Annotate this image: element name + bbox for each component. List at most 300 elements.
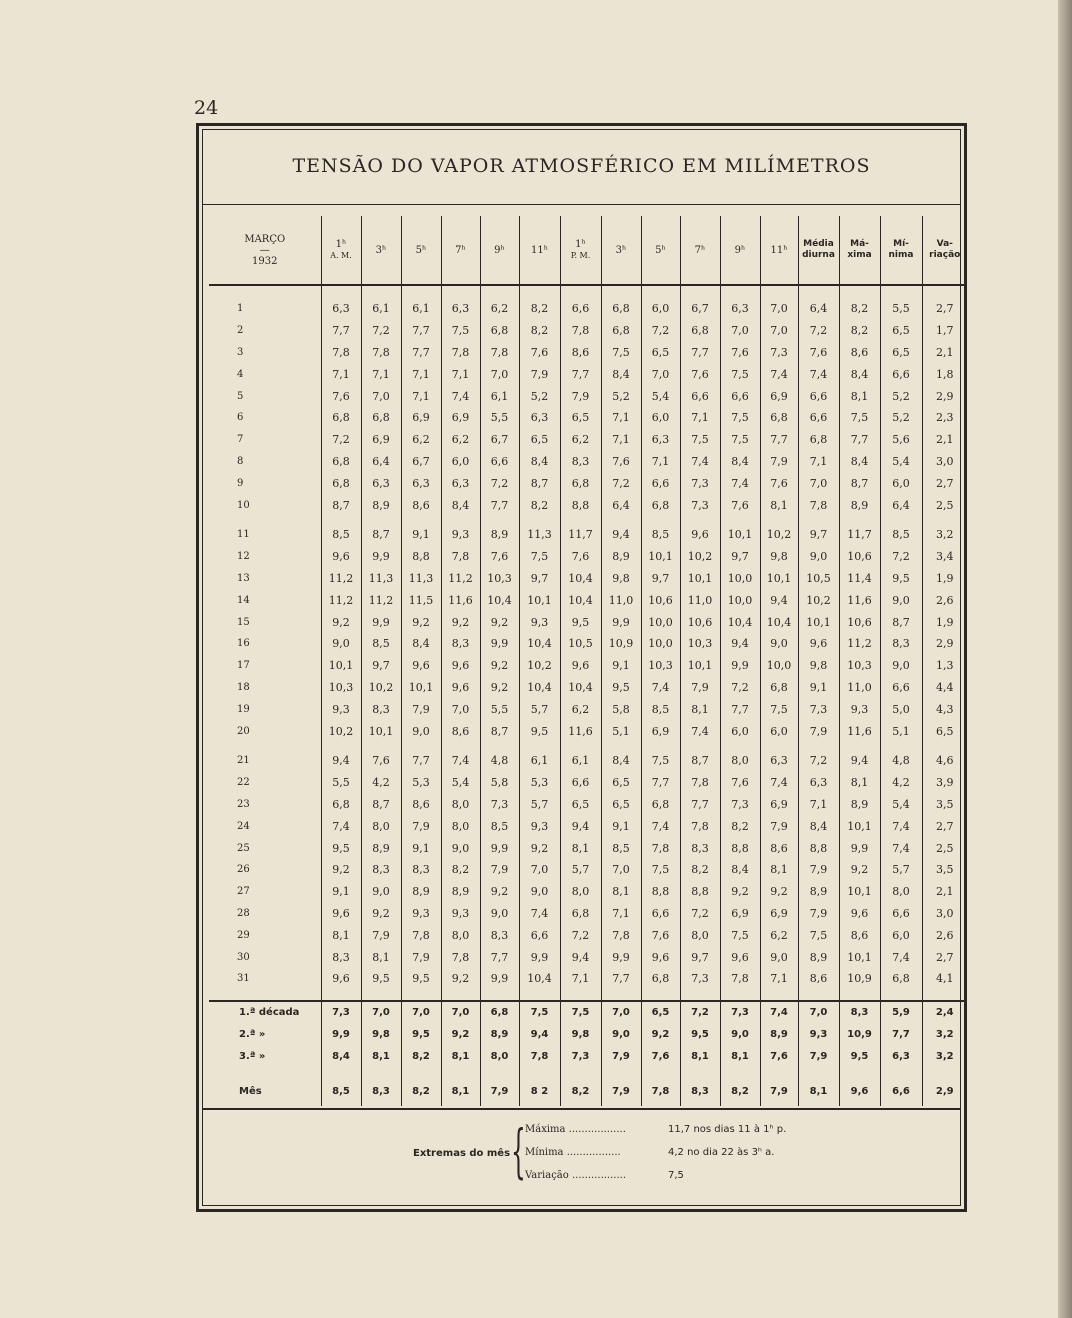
table-cell: 7,1 [441, 363, 480, 385]
table-cell: 9,0 [401, 720, 441, 742]
table-cell: 9,6 [680, 524, 720, 546]
table-cell: 7,6 [361, 750, 401, 772]
spacer-cell [680, 742, 720, 750]
table-cell: 6,0 [880, 472, 922, 494]
table-cell: 8,9 [839, 794, 880, 816]
table-cell: 7,9 [480, 859, 519, 881]
table-cell: 8,1 [601, 881, 641, 903]
table-cell: 6,3 [760, 750, 798, 772]
table-cell: 10,3 [680, 633, 720, 655]
day-label: 30 [237, 951, 250, 963]
table-cell: 2,5 [922, 494, 967, 516]
extremas-row-minima [525, 1147, 775, 1158]
table-cell: 6,8 [321, 794, 361, 816]
table-cell: 10,4 [519, 633, 560, 655]
daily-rows [209, 285, 967, 1001]
table-cell: 7,4 [798, 363, 839, 385]
table-cell: 6,9 [760, 385, 798, 407]
table-cell: 7,7 [680, 794, 720, 816]
spacer-cell [798, 285, 839, 298]
spacer-cell [480, 990, 519, 1001]
table-cell: 11,0 [601, 589, 641, 611]
table-cell: 10,3 [480, 568, 519, 590]
table-cell: 9,3 [401, 903, 441, 925]
table-row [209, 298, 967, 320]
table-cell: 7,7 [641, 772, 680, 794]
header-col-4 [441, 216, 480, 285]
table-cell: 9,9 [839, 837, 880, 859]
table-cell: 6,8 [560, 903, 601, 925]
table-cell: 8,0 [480, 1046, 519, 1068]
table-cell: 9,1 [601, 655, 641, 677]
table-cell: 7,0 [601, 1001, 641, 1024]
table-cell: 7,6 [641, 1046, 680, 1068]
table-cell: 6,8 [641, 494, 680, 516]
table-cell: 8,2 [401, 1078, 441, 1106]
table-cell: 7,9 [798, 1046, 839, 1068]
table-cell: 7,2 [601, 472, 641, 494]
table-cell: 9,9 [361, 546, 401, 568]
table-cell: 9,2 [321, 611, 361, 633]
table-row [209, 429, 967, 451]
table-cell: 7,3 [798, 698, 839, 720]
spacer-cell [880, 742, 922, 750]
table-cell: 5,7 [880, 859, 922, 881]
day-label: 3 [237, 346, 244, 358]
table-row [209, 611, 967, 633]
table-cell: 9,6 [441, 655, 480, 677]
table-cell: 10,1 [839, 946, 880, 968]
table-cell: 7,0 [641, 363, 680, 385]
spacer-cell [519, 1068, 560, 1078]
table-cell: 8,8 [560, 494, 601, 516]
table-cell: 6,6 [798, 385, 839, 407]
table-cell: 8,9 [480, 524, 519, 546]
table-cell: 8,1 [839, 385, 880, 407]
day-label: 11 [237, 529, 250, 541]
table-cell: 2,7 [922, 946, 967, 968]
spacer-cell [798, 742, 839, 750]
table-cell: 8,8 [641, 881, 680, 903]
extremas-value: 4,2 no dia 22 às 3ʰ a. [668, 1147, 775, 1158]
header-variacao [922, 216, 967, 285]
table-cell: 7,9 [519, 363, 560, 385]
spacer-cell [798, 990, 839, 1001]
table-cell: 7,5 [601, 342, 641, 364]
table-row [209, 385, 967, 407]
spacer-cell [798, 1068, 839, 1078]
table-row [209, 815, 967, 837]
table-cell: 7,7 [560, 363, 601, 385]
table-row [209, 837, 967, 859]
table-row [209, 407, 967, 429]
table-cell: 9,2 [441, 611, 480, 633]
table-row [209, 720, 967, 742]
table-cell: 7,8 [361, 342, 401, 364]
day-label: 19 [237, 703, 250, 715]
table-cell: 6,8 [760, 677, 798, 699]
table-cell: 7,5 [519, 546, 560, 568]
header-period: A. M. [330, 251, 352, 260]
day-label: 15 [237, 616, 250, 628]
table-cell: 8,3 [480, 924, 519, 946]
table-cell: 8,0 [560, 881, 601, 903]
table-cell: 10,9 [839, 1024, 880, 1046]
day-label: 22 [237, 777, 250, 789]
table-cell: 7,4 [760, 772, 798, 794]
header-hour: 9ʰ [494, 244, 505, 256]
spacer-cell [361, 742, 401, 750]
table-cell: 6,3 [720, 298, 760, 320]
table-cell: 3,2 [922, 524, 967, 546]
day-label: 4 [237, 368, 244, 380]
table-row [209, 794, 967, 816]
table-row [209, 320, 967, 342]
table-cell: 7,5 [839, 407, 880, 429]
table-cell: 9,5 [321, 837, 361, 859]
table-cell: 9,6 [401, 655, 441, 677]
table-cell: 8,7 [361, 524, 401, 546]
table-cell: 7,8 [441, 546, 480, 568]
table-cell: 8,2 [519, 494, 560, 516]
table-cell: 7,4 [680, 451, 720, 473]
table-cell: 10,1 [839, 881, 880, 903]
table-cell: 9,2 [720, 881, 760, 903]
spacer-cell [680, 1068, 720, 1078]
table-cell: 5,5 [480, 698, 519, 720]
table-cell: 6,6 [880, 1078, 922, 1106]
table-cell: 6,9 [641, 720, 680, 742]
header-hour: 3ʰ [615, 244, 627, 256]
table-cell: 7,5 [720, 924, 760, 946]
table-cell: 10,1 [798, 611, 839, 633]
table-row [209, 772, 967, 794]
table-cell: 8,0 [441, 815, 480, 837]
table-cell: 9,4 [720, 633, 760, 655]
spacer-cell [209, 990, 321, 1001]
table-cell: 1,8 [922, 363, 967, 385]
table-row [209, 698, 967, 720]
table-cell: 11,6 [441, 589, 480, 611]
header-col-9 [641, 216, 680, 285]
table-cell: 8,7 [839, 472, 880, 494]
spacer-cell [361, 516, 401, 524]
brace-icon: { [511, 1117, 526, 1185]
table-cell: 7,4 [519, 903, 560, 925]
table-cell: 6,4 [601, 494, 641, 516]
table-cell: 7,5 [798, 924, 839, 946]
table-cell: 7,0 [441, 1001, 480, 1024]
header-col-5 [480, 216, 519, 285]
day-label: 20 [237, 725, 250, 737]
spacer-cell [321, 742, 361, 750]
table-cell: 7,0 [798, 472, 839, 494]
table-cell: 2,6 [922, 589, 967, 611]
table-cell: 7,9 [601, 1046, 641, 1068]
day-label: 21 [237, 755, 250, 767]
table-row [209, 881, 967, 903]
table-cell: 7,4 [441, 750, 480, 772]
table-cell: 7,6 [760, 1046, 798, 1068]
table-cell: 7,2 [798, 750, 839, 772]
table-cell: 9,4 [519, 1024, 560, 1046]
table-cell: 7,6 [321, 385, 361, 407]
table-cell: 7,9 [560, 385, 601, 407]
spacer-cell [680, 516, 720, 524]
table-cell: 7,9 [798, 859, 839, 881]
table-cell: 7,4 [880, 815, 922, 837]
extremas-value: 11,7 nos dias 11 à 1ʰ p. [668, 1124, 787, 1135]
spacer-cell [209, 742, 321, 750]
table-cell: 7,6 [560, 546, 601, 568]
spacer-cell [880, 285, 922, 298]
table-cell: 10,9 [839, 968, 880, 990]
table-cell: 9,5 [680, 1024, 720, 1046]
table-cell: 7,4 [321, 815, 361, 837]
table-cell: 8,9 [839, 494, 880, 516]
table-cell: 6,5 [560, 794, 601, 816]
table-cell: 9,8 [361, 1024, 401, 1046]
table-cell: 2,1 [922, 342, 967, 364]
spacer-cell [720, 285, 760, 298]
table-cell: 9,2 [321, 859, 361, 881]
day-label: 13 [237, 572, 250, 584]
table-cell: 10,2 [361, 677, 401, 699]
spacer-cell [880, 1068, 922, 1078]
table-cell: 10,3 [641, 655, 680, 677]
spacer-cell [680, 285, 720, 298]
table-cell: 6,3 [321, 298, 361, 320]
table-cell: 9,9 [519, 946, 560, 968]
extremas-divider [203, 1108, 960, 1110]
header-hour: 11ʰ [530, 244, 549, 256]
table-cell: 7,1 [401, 363, 441, 385]
table-cell: 6,3 [519, 407, 560, 429]
table-cell: 2,1 [922, 429, 967, 451]
table-cell: 7,1 [601, 903, 641, 925]
table-cell: 6,0 [760, 720, 798, 742]
table-cell: 11,0 [839, 677, 880, 699]
table-cell: 7,4 [680, 720, 720, 742]
spacer-cell [922, 1068, 967, 1078]
table-cell: 7,0 [361, 385, 401, 407]
table-cell: 7,1 [760, 968, 798, 990]
table-cell: 7,9 [680, 677, 720, 699]
table-cell: 9,2 [760, 881, 798, 903]
table-cell: 6,4 [361, 451, 401, 473]
summary-rows [209, 1001, 967, 1106]
table-cell: 11,6 [839, 720, 880, 742]
table-cell: 8,1 [361, 1046, 401, 1068]
table-cell: 7,0 [760, 320, 798, 342]
table-cell: 7,3 [720, 794, 760, 816]
table-cell: 8,6 [560, 342, 601, 364]
table-cell: 9,3 [798, 1024, 839, 1046]
table-cell: 8,4 [798, 815, 839, 837]
table-cell: 7,0 [519, 859, 560, 881]
table-cell: 2,3 [922, 407, 967, 429]
extremas-name: Mínima ................. [525, 1147, 621, 1158]
table-cell: 10,1 [680, 568, 720, 590]
table-cell: 2,7 [922, 298, 967, 320]
table-cell: 7,7 [880, 1024, 922, 1046]
table-cell: 7,7 [760, 429, 798, 451]
table-cell: 8,4 [441, 494, 480, 516]
table-cell: 6,8 [321, 407, 361, 429]
table-cell: 9,1 [321, 881, 361, 903]
header-minima [880, 216, 922, 285]
table-cell: 8,2 [720, 815, 760, 837]
table-cell: 7,4 [880, 837, 922, 859]
table-cell: 9,9 [720, 655, 760, 677]
table-cell: 8,1 [441, 1046, 480, 1068]
table-cell: 5,0 [880, 698, 922, 720]
table-cell: 8,0 [720, 750, 760, 772]
spacer-cell [209, 285, 321, 298]
table-cell: 9,6 [321, 968, 361, 990]
table-cell: 8,2 [839, 298, 880, 320]
table-cell: 6,3 [641, 429, 680, 451]
spacer-cell [839, 285, 880, 298]
table-row [209, 472, 967, 494]
spacer-cell [839, 742, 880, 750]
day-label: 31 [237, 973, 250, 985]
spacer-cell [401, 516, 441, 524]
table-cell: 6,1 [560, 750, 601, 772]
table-cell: 6,3 [798, 772, 839, 794]
table-cell: 5,8 [601, 698, 641, 720]
extremas-name: Variação ................. [525, 1170, 627, 1181]
table-cell: 10,1 [680, 655, 720, 677]
day-label: 14 [237, 594, 250, 606]
table-cell: 8,6 [839, 342, 880, 364]
table-cell: 9,8 [560, 1024, 601, 1046]
table-cell: 8,1 [680, 698, 720, 720]
table-cell: 10,6 [680, 611, 720, 633]
spacer-cell [601, 516, 641, 524]
header-hour: 5ʰ [655, 244, 666, 256]
table-cell: 6,2 [760, 924, 798, 946]
extremas-label: Extremas do mês [413, 1148, 511, 1159]
table-cell: 8,6 [839, 924, 880, 946]
header-hour: 1ʰ [575, 239, 586, 250]
header-hour: 7ʰ [455, 244, 466, 256]
table-cell: 9,9 [601, 611, 641, 633]
table-cell: 5,4 [880, 794, 922, 816]
table-cell: 7,4 [720, 472, 760, 494]
table-row [209, 363, 967, 385]
table-cell: 7,8 [401, 924, 441, 946]
table-cell: 7,3 [680, 968, 720, 990]
table-cell: 4,4 [922, 677, 967, 699]
table-cell: 7,1 [601, 407, 641, 429]
header-month-name: MARÇO [244, 233, 286, 245]
table-cell: 7,3 [480, 794, 519, 816]
table-cell: 2,9 [922, 1078, 967, 1106]
table-cell: 8,5 [601, 837, 641, 859]
extremas-row-variacao [525, 1170, 684, 1181]
spacer-cell [601, 1068, 641, 1078]
table-cell: 9,5 [601, 677, 641, 699]
table-cell: 7,8 [601, 924, 641, 946]
table-cell: 7,0 [798, 1001, 839, 1024]
table-cell: 6,2 [560, 429, 601, 451]
day-label: 2 [237, 325, 244, 337]
table-cell: 11,2 [839, 633, 880, 655]
day-label: 9 [237, 477, 244, 489]
table-cell: 7,9 [401, 815, 441, 837]
table-cell: 9,2 [361, 903, 401, 925]
table-cell: 4,1 [922, 968, 967, 990]
table-frame [196, 123, 967, 1212]
table-cell: 8,4 [601, 750, 641, 772]
table-cell: 7,1 [321, 363, 361, 385]
spacer-cell [601, 990, 641, 1001]
header-col-1 [321, 216, 361, 285]
spacer-cell [560, 516, 601, 524]
table-cell: 7,7 [680, 342, 720, 364]
table-cell: 8,7 [680, 750, 720, 772]
table-cell: 2,6 [922, 924, 967, 946]
table-cell: 10,4 [760, 611, 798, 633]
table-cell: 9,5 [401, 1024, 441, 1046]
table-cell: 9,5 [880, 568, 922, 590]
table-cell: 6,5 [601, 794, 641, 816]
table-cell: 5,2 [880, 385, 922, 407]
table-cell: 6,1 [401, 298, 441, 320]
spacer-cell [321, 285, 361, 298]
table-cell: 7,1 [641, 451, 680, 473]
table-cell: 10,1 [839, 815, 880, 837]
table-cell: 10,5 [798, 568, 839, 590]
table-row [209, 494, 967, 516]
table-cell: 8,9 [601, 546, 641, 568]
table-cell: 8,4 [720, 451, 760, 473]
table-cell: 6,1 [480, 385, 519, 407]
table-cell: 8,4 [401, 633, 441, 655]
table-cell: 6,2 [480, 298, 519, 320]
title-divider [203, 204, 960, 205]
table-cell: 7,8 [519, 1046, 560, 1068]
header-col-7 [560, 216, 601, 285]
table-cell: 7,9 [760, 451, 798, 473]
table-cell: 6,5 [519, 429, 560, 451]
header-minima-line1: Mí- [893, 239, 909, 249]
table-cell: 3,5 [922, 794, 967, 816]
table-cell: 6,6 [641, 903, 680, 925]
table-cell: 7,9 [601, 1078, 641, 1106]
header-col-10 [680, 216, 720, 285]
spacer-cell [560, 990, 601, 1001]
spacer-cell [480, 1068, 519, 1078]
spacer-cell [760, 742, 798, 750]
spacer-cell [839, 990, 880, 1001]
table-cell: 7,8 [321, 342, 361, 364]
table-cell: 7,5 [641, 750, 680, 772]
table-cell: 7,4 [641, 815, 680, 837]
table-cell: 10,0 [641, 611, 680, 633]
table-cell: 10,0 [641, 633, 680, 655]
table-cell: 9,2 [641, 1024, 680, 1046]
table-cell: 7,3 [560, 1046, 601, 1068]
table-cell: 7,5 [720, 363, 760, 385]
table-cell: 7,7 [601, 968, 641, 990]
table-cell: 10,4 [720, 611, 760, 633]
table-cell: 7,5 [519, 1001, 560, 1024]
table-cell: 8,4 [839, 451, 880, 473]
table-cell: 9,2 [480, 655, 519, 677]
table-cell: 7,9 [760, 1078, 798, 1106]
